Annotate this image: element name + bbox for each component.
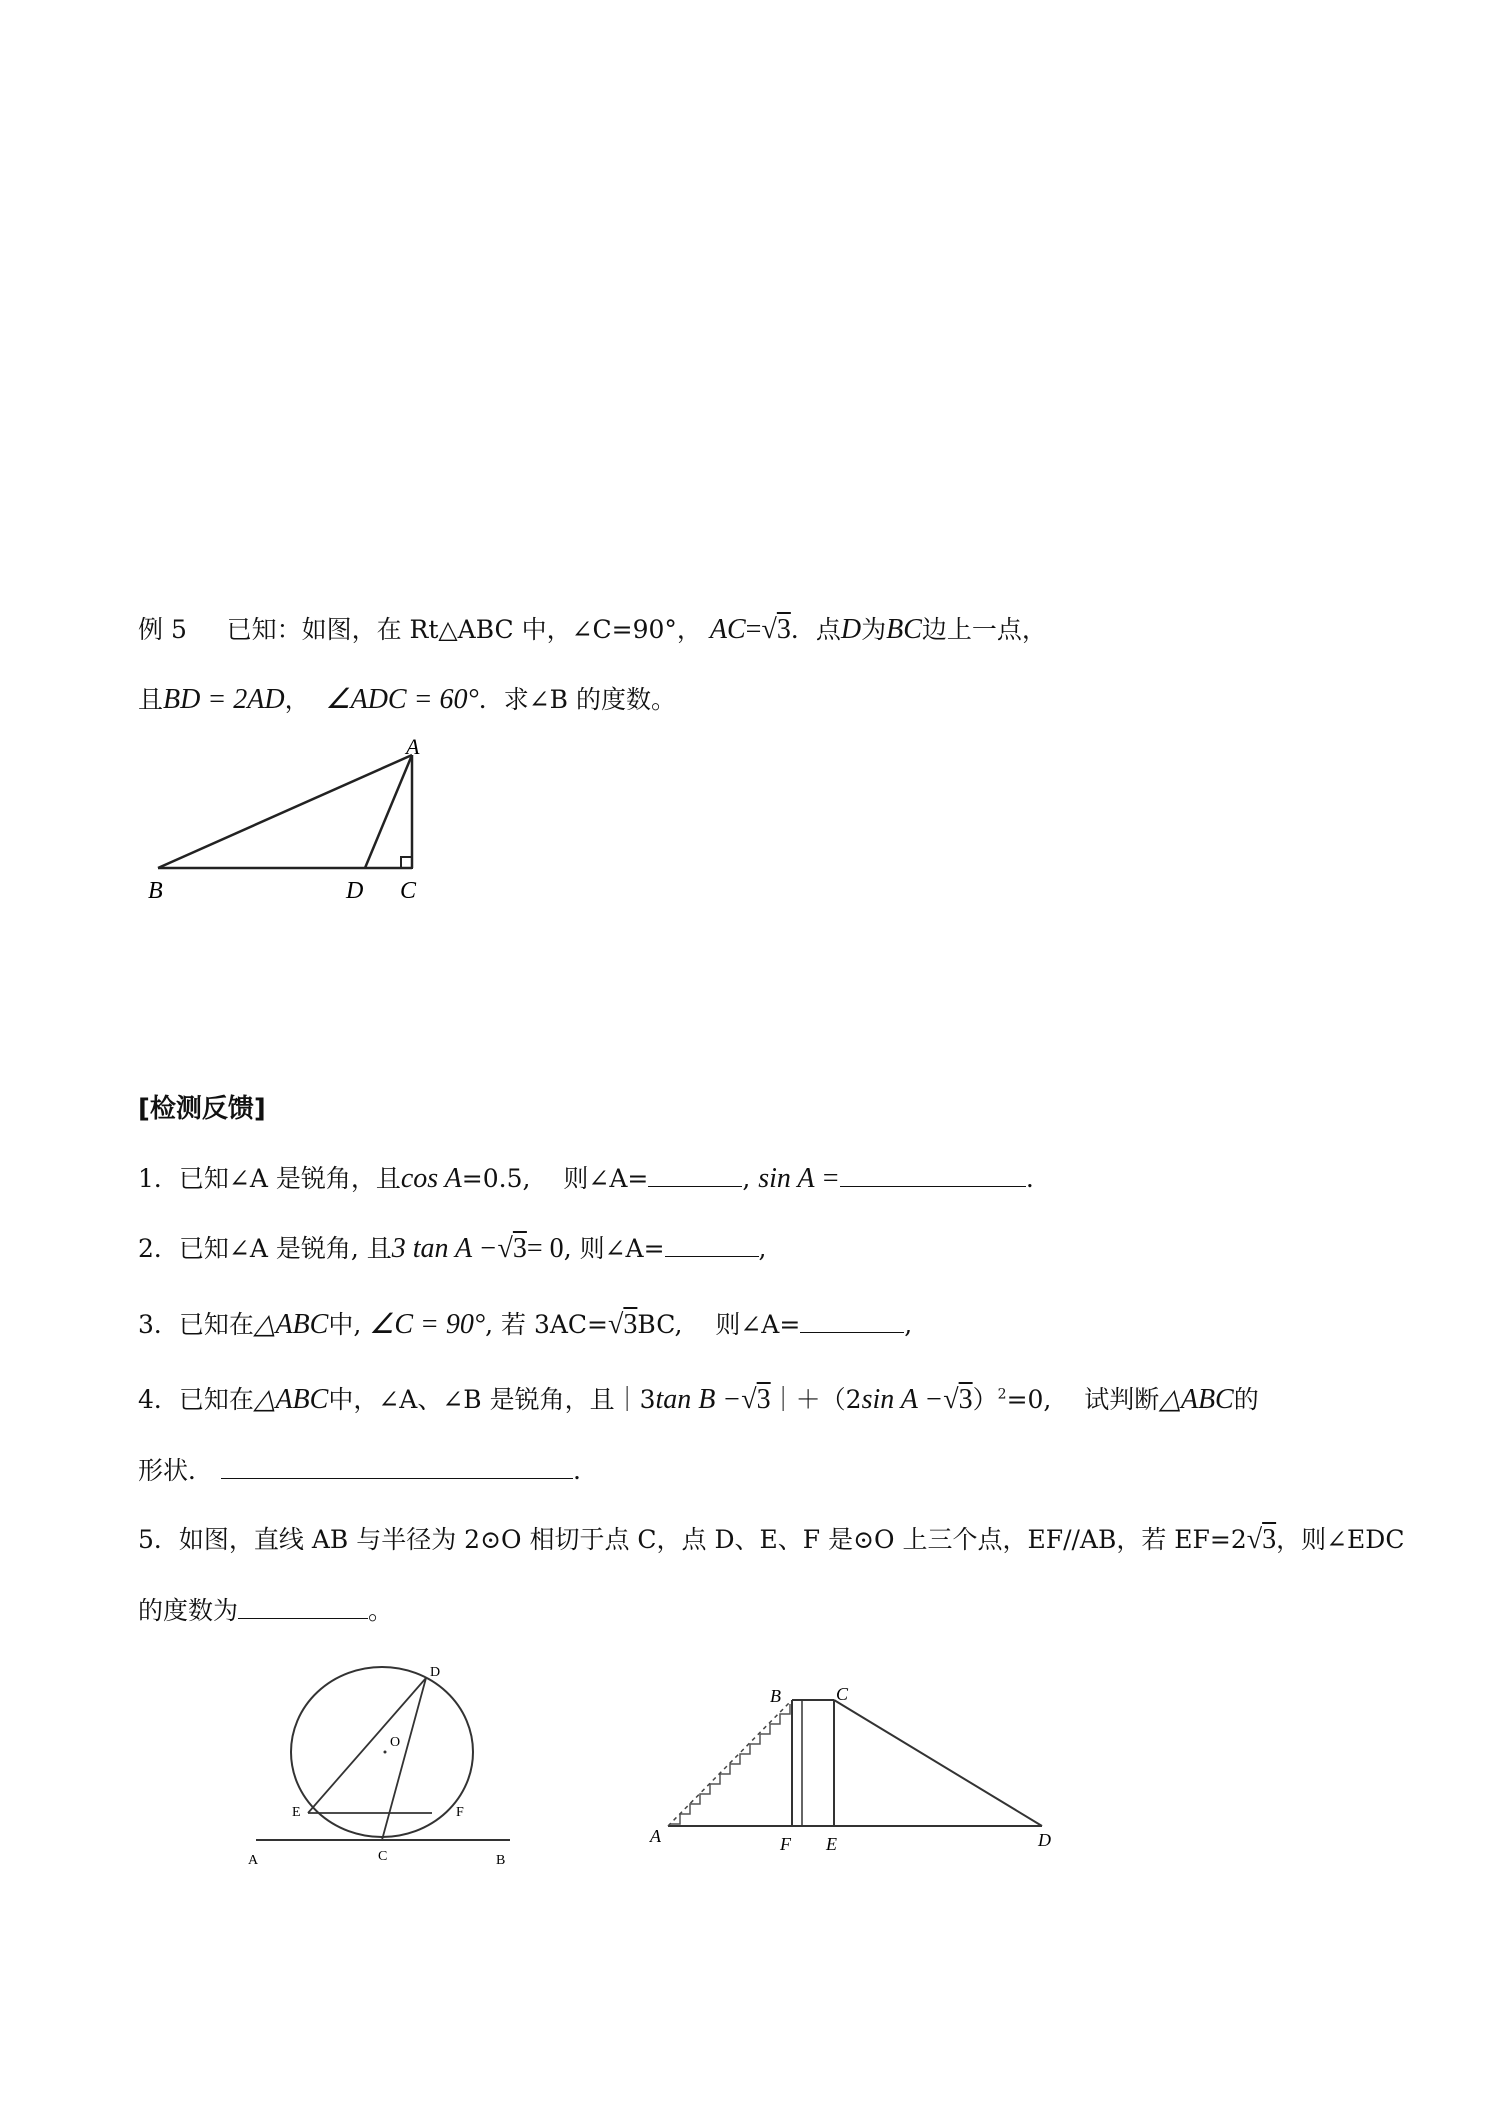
triangle-figure (140, 734, 460, 910)
label-A: A (406, 734, 420, 759)
label-B: B (496, 1853, 506, 1868)
circle-tangent-figure (232, 1660, 532, 1870)
question-5-line2: 的度数为 。 (138, 1596, 394, 1625)
example5-line2: 且BD = 2AD， ∠ADC = 60°．求∠B 的度数。 (138, 684, 676, 715)
answer-blank[interactable] (800, 1310, 904, 1333)
example5-line1: 例 5 已知：如图，在 Rt△ABC 中，∠C=90°， AC=√3．点D为BC边上一点， (138, 614, 1047, 645)
question-1: 1．已知∠A 是锐角，且cos A=0.5, 则∠A= , sin A = . (138, 1163, 1034, 1194)
label-B: B (770, 1686, 781, 1706)
label-O: O (390, 1735, 401, 1750)
label-C: C (836, 1684, 849, 1704)
example-label: 例 5 (138, 615, 187, 644)
question-2: 2．已知∠A 是锐角, 且3 tan A −√3= 0, 则∠A= , (138, 1233, 767, 1264)
answer-blank[interactable] (221, 1456, 573, 1479)
stairs-trapezoid-figure (640, 1684, 1080, 1864)
label-F: F (456, 1805, 464, 1820)
label-C: C (400, 878, 417, 904)
label-D: D (430, 1665, 441, 1680)
feedback-heading: [检测反馈] (138, 1094, 266, 1124)
label-A: A (248, 1853, 259, 1868)
label-F: F (780, 1834, 791, 1854)
question-5: 5．如图，直线 AB 与半径为 2⊙O 相切于点 C，点 D、E、F 是⊙O 上三个点，EF//AB，若 EF=2√3，则∠EDC (138, 1524, 1405, 1555)
label-B: B (148, 878, 163, 904)
label-D: D (1038, 1830, 1051, 1850)
answer-blank[interactable] (665, 1234, 759, 1257)
label-C: C (378, 1849, 388, 1864)
label-A: A (650, 1826, 661, 1846)
label-E: E (292, 1805, 301, 1820)
question-3: 3．已知在△ABC中, ∠C = 90°, 若 3AC=√3BC, 则∠A= , (138, 1309, 913, 1340)
answer-blank[interactable] (840, 1164, 1026, 1187)
sqrt-3: √3 (761, 614, 791, 645)
answer-blank[interactable] (238, 1596, 368, 1619)
question-4: 4．已知在△ABC中，∠A、∠B 是锐角，且｜3tan B −√3｜＋（2sin A −√3）$^2$=0, 试判断△ABC的 (138, 1384, 1259, 1415)
question-4-line2: 形状． . (138, 1456, 581, 1485)
answer-blank[interactable] (648, 1164, 742, 1187)
label-D: D (346, 878, 364, 904)
label-E: E (826, 1834, 837, 1854)
